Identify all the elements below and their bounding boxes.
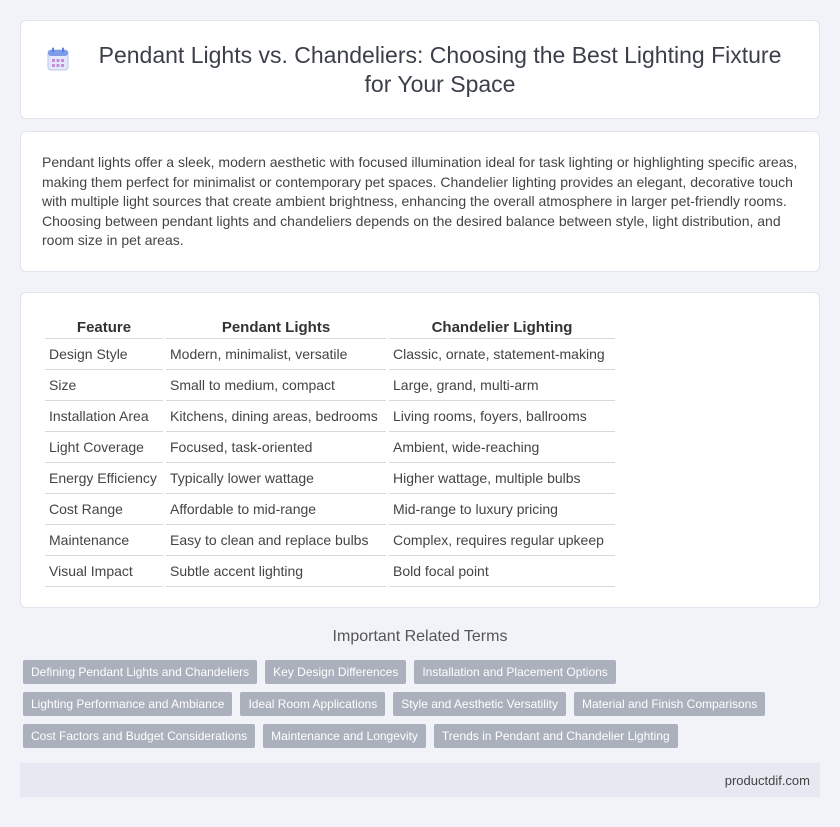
cell-feature: Design Style bbox=[45, 339, 163, 370]
cell-pendant: Easy to clean and replace bulbs bbox=[166, 525, 386, 556]
cell-chandelier: Living rooms, foyers, ballrooms bbox=[389, 401, 615, 432]
table-row bbox=[45, 370, 615, 401]
column-header-pendant: Pendant Lights bbox=[166, 317, 386, 339]
cell-chandelier: Bold focal point bbox=[389, 556, 615, 587]
summary-card bbox=[20, 131, 820, 272]
related-terms-heading: Important Related Terms bbox=[332, 628, 508, 645]
related-term-tag[interactable]: Defining Pendant Lights and Chandeliers bbox=[23, 660, 257, 684]
cell-pendant: Affordable to mid-range bbox=[166, 494, 386, 525]
related-term-tag[interactable]: Cost Factors and Budget Considerations bbox=[23, 724, 255, 748]
footer-site[interactable]: productdif.com bbox=[724, 772, 810, 788]
cell-feature: Cost Range bbox=[45, 494, 163, 525]
cell-chandelier: Classic, ornate, statement-making bbox=[389, 339, 615, 370]
summary-text: Pendant lights offer a sleek, modern aesthetic with focused illumination ideal for task lighting or highlighting specific areas, making them perfect for minimalist or contemporary pet spaces. Chandelier lighting provides an elegant, decorative touch with multiple light sources that create ambient brightness, enhancing the overall atmosphere in larger pet-friendly rooms. Choosing between pendant lights and chandeliers depends on the desired balance between style, light distribution, and room size in pet areas. bbox=[42, 154, 798, 249]
cell-chandelier: Complex, requires regular upkeep bbox=[389, 525, 615, 556]
related-term-tag[interactable]: Maintenance and Longevity bbox=[263, 724, 426, 748]
cell-feature: Size bbox=[45, 370, 163, 401]
related-term-tag[interactable]: Style and Aesthetic Versatility bbox=[393, 692, 566, 716]
cell-pendant: Focused, task-oriented bbox=[166, 432, 386, 463]
related-term-tag[interactable]: Installation and Placement Options bbox=[414, 660, 615, 684]
cell-feature: Visual Impact bbox=[45, 556, 163, 587]
related-term-tag[interactable]: Trends in Pendant and Chandelier Lighting bbox=[434, 724, 678, 748]
related-term-tag[interactable]: Ideal Room Applications bbox=[240, 692, 385, 716]
related-term-tag[interactable]: Lighting Performance and Ambiance bbox=[23, 692, 232, 716]
column-header-feature: Feature bbox=[45, 317, 163, 339]
cell-chandelier: Ambient, wide-reaching bbox=[389, 432, 615, 463]
cell-pendant: Typically lower wattage bbox=[166, 463, 386, 494]
cell-feature: Maintenance bbox=[45, 525, 163, 556]
cell-feature: Installation Area bbox=[45, 401, 163, 432]
cell-feature: Light Coverage bbox=[45, 432, 163, 463]
related-term-tag[interactable]: Material and Finish Comparisons bbox=[574, 692, 765, 716]
cell-pendant: Modern, minimalist, versatile bbox=[166, 339, 386, 370]
comparison-table bbox=[42, 317, 618, 587]
table-row bbox=[45, 494, 615, 525]
cell-chandelier: Higher wattage, multiple bulbs bbox=[389, 463, 615, 494]
cell-chandelier: Large, grand, multi-arm bbox=[389, 370, 615, 401]
page-title-line1: Pendant Lights vs. Chandeliers: Choosing the Best Lighting Fixture bbox=[98, 41, 782, 68]
cell-chandelier: Mid-range to luxury pricing bbox=[389, 494, 615, 525]
comparison-table-card bbox=[20, 292, 820, 608]
table-row bbox=[45, 556, 615, 587]
cell-pendant: Small to medium, compact bbox=[166, 370, 386, 401]
page-title bbox=[85, 41, 795, 99]
cell-pendant: Kitchens, dining areas, bedrooms bbox=[166, 401, 386, 432]
related-terms-list bbox=[23, 660, 783, 748]
table-row bbox=[45, 339, 615, 370]
table-row bbox=[45, 401, 615, 432]
table-row bbox=[45, 463, 615, 494]
cell-feature: Energy Efficiency bbox=[45, 463, 163, 494]
footer bbox=[20, 763, 820, 797]
page-title-line2: for Your Space bbox=[364, 70, 516, 97]
table-row bbox=[45, 525, 615, 556]
header-card bbox=[20, 20, 820, 119]
table-header-row bbox=[45, 317, 615, 339]
related-term-tag[interactable]: Key Design Differences bbox=[265, 660, 406, 684]
cell-pendant: Subtle accent lighting bbox=[166, 556, 386, 587]
table-row bbox=[45, 432, 615, 463]
column-header-chandelier: Chandelier Lighting bbox=[389, 317, 615, 339]
